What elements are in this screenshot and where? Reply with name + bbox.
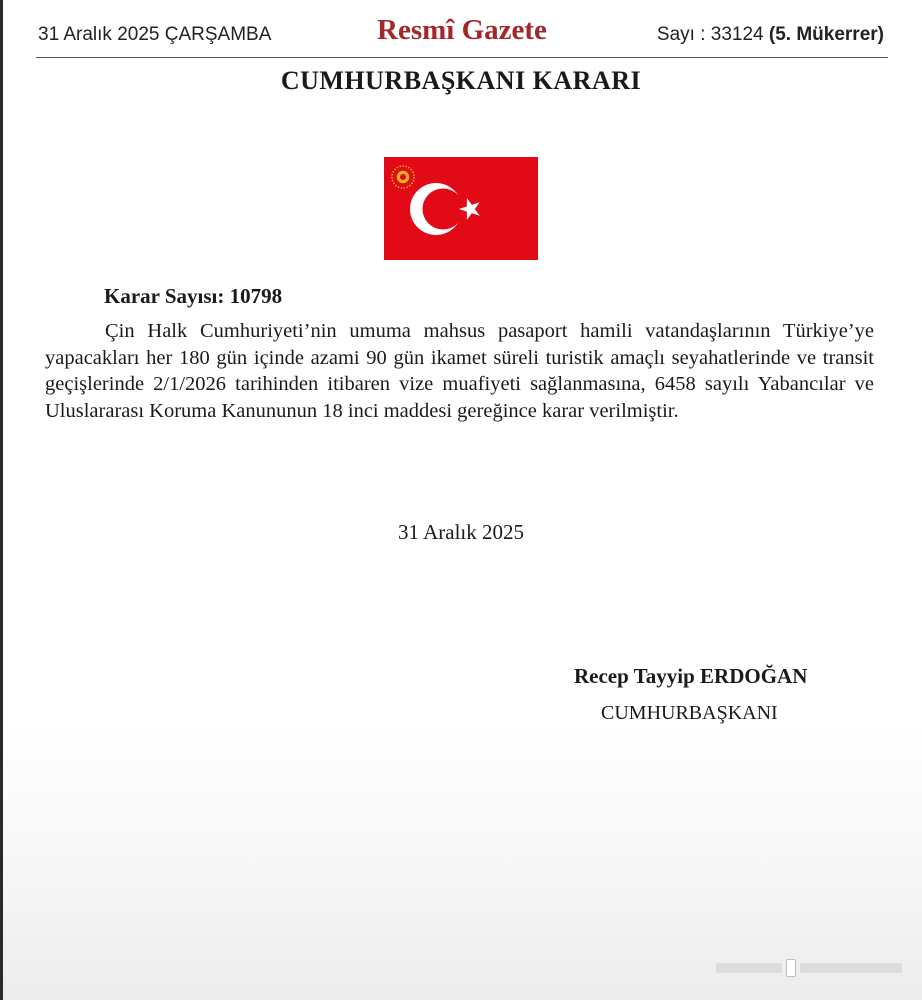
turkish-flag-icon — [384, 157, 538, 260]
header-issue — [657, 24, 884, 46]
issue-number: Sayı : 33124 — [656, 24, 769, 45]
video-scrub-bar[interactable] — [716, 959, 902, 977]
signer-title: CUMHURBAŞKANI — [601, 702, 778, 724]
decree-body: Çin Halk Cumhuriyeti’nin umuma mahsus pasaport hamili vatandaşlarının Türkiye’ye yapacakları her 180 gün içinde azami 90 gün ikamet süreli turistik amaçlı seyahatlerinde ve transit geçişlerinde 2/1/2026 tarihinden itibaren vize muafiyeti sağlanmasına, 6458 sayılı Yabancılar ve Uluslararası Koruma Kanununun 18 inci maddesi gereğince karar verilmiştir. — [45, 320, 874, 422]
gazette-masthead: Resmî Gazete — [377, 14, 547, 46]
seal-core — [400, 174, 406, 180]
decision-number: Karar Sayısı: 10798 — [104, 284, 283, 308]
decree-heading: CUMHURBAŞKANI KARARI — [280, 66, 642, 95]
header-divider — [36, 57, 888, 58]
signer-name: Recep Tayyip ERDOĞAN — [574, 664, 808, 688]
crescent-inner — [423, 189, 464, 230]
scrub-track-remaining — [800, 963, 902, 973]
scrub-track-played — [716, 963, 782, 973]
decree-date: 31 Aralık 2025 — [398, 520, 524, 544]
scrub-handle[interactable] — [786, 959, 796, 977]
page-edge — [0, 0, 3, 1000]
header-date: 31 Aralık 2025 ÇARŞAMBA — [38, 24, 272, 45]
issue-note: (5. Mükerrer) — [768, 24, 884, 45]
